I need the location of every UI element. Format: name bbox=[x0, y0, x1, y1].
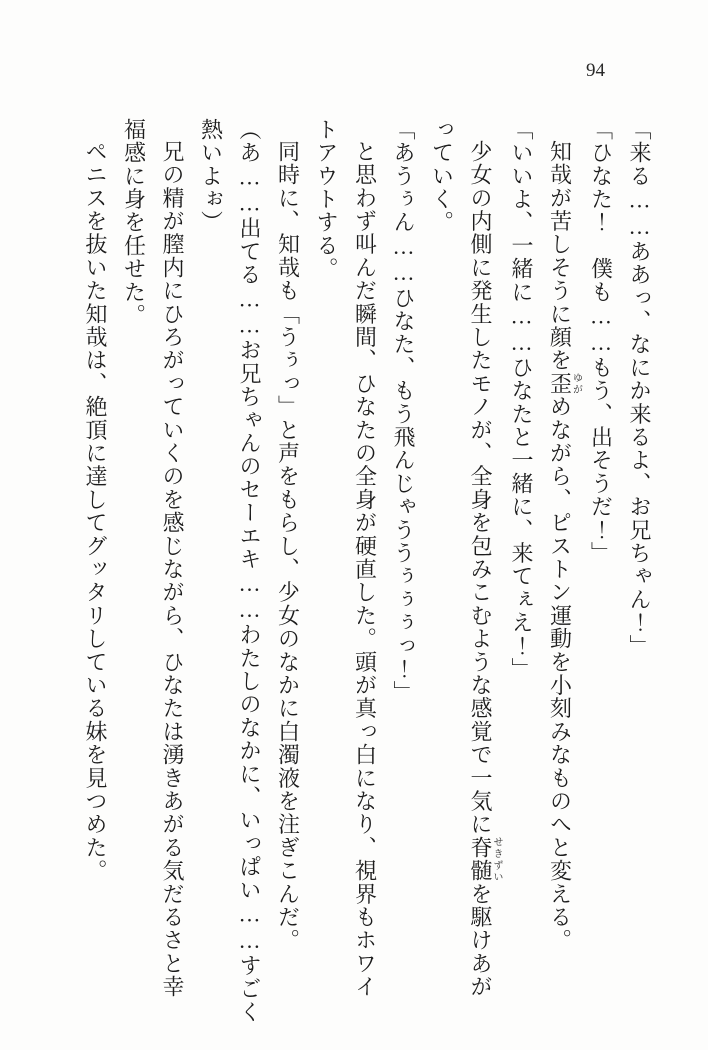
vertical-text-block bbox=[76, 118, 659, 1024]
text-column: 同時に、知哉も「うぅっ」と声をもらし、少女のなかに白濁液を注ぎこんだ。 bbox=[275, 140, 301, 952]
text-column: トアウトする。 bbox=[314, 118, 339, 281]
text-column: 少女の内側に発生したモノが、全身を包みこむような感覚で一気に脊髄せきずいを駆けあが bbox=[468, 140, 502, 999]
text-column: と思わず叫んだ瞬間、ひなたの全身が硬直した。頭が真っ白になり、視界もホワイ bbox=[352, 140, 378, 999]
text-column: 熱いよぉ） bbox=[198, 118, 224, 234]
text-column: 「あうぅん……ひなた、もう飛んじゃううぅぅぅっ！」 bbox=[391, 118, 416, 704]
text-column: （あ……出てる……お兄ちゃんのセーエキ……わたしのなかに、いっぱい……すごく bbox=[237, 118, 262, 1024]
text-column: ペニスを抜いた知哉は、絶頂に達してグッタリしている妹を見つめた。 bbox=[83, 140, 108, 883]
furigana-text: せきずい bbox=[491, 836, 502, 883]
furigana-text: ゆが bbox=[570, 372, 582, 396]
furigana-ruby: 歪ゆが bbox=[547, 372, 582, 396]
text-column: っていく。 bbox=[429, 118, 455, 234]
text-column: 「ひなた！ 僕も……もう、出そうだ！」 bbox=[588, 118, 614, 565]
page-number: 94 bbox=[586, 60, 605, 81]
text-column: 「いいよ、一緒に……ひなたと一緒に、来てぇえ！」 bbox=[509, 118, 534, 681]
text-column: 兄の精が膣内にひろがっていくのを感じながら、ひなたは湧きあがる気だるさと幸 bbox=[160, 140, 185, 999]
text-column: 福感に身を任せた。 bbox=[121, 118, 147, 327]
text-column: 「来る……ああっ、なにか来るよ、お兄ちゃん！」 bbox=[627, 118, 652, 658]
furigana-ruby: 脊髄せきずい bbox=[468, 836, 502, 883]
text-column: 知哉が苦しそうに顔を歪ゆがめながら、ピストン運動を小刻みなものへと変える。 bbox=[547, 140, 582, 953]
